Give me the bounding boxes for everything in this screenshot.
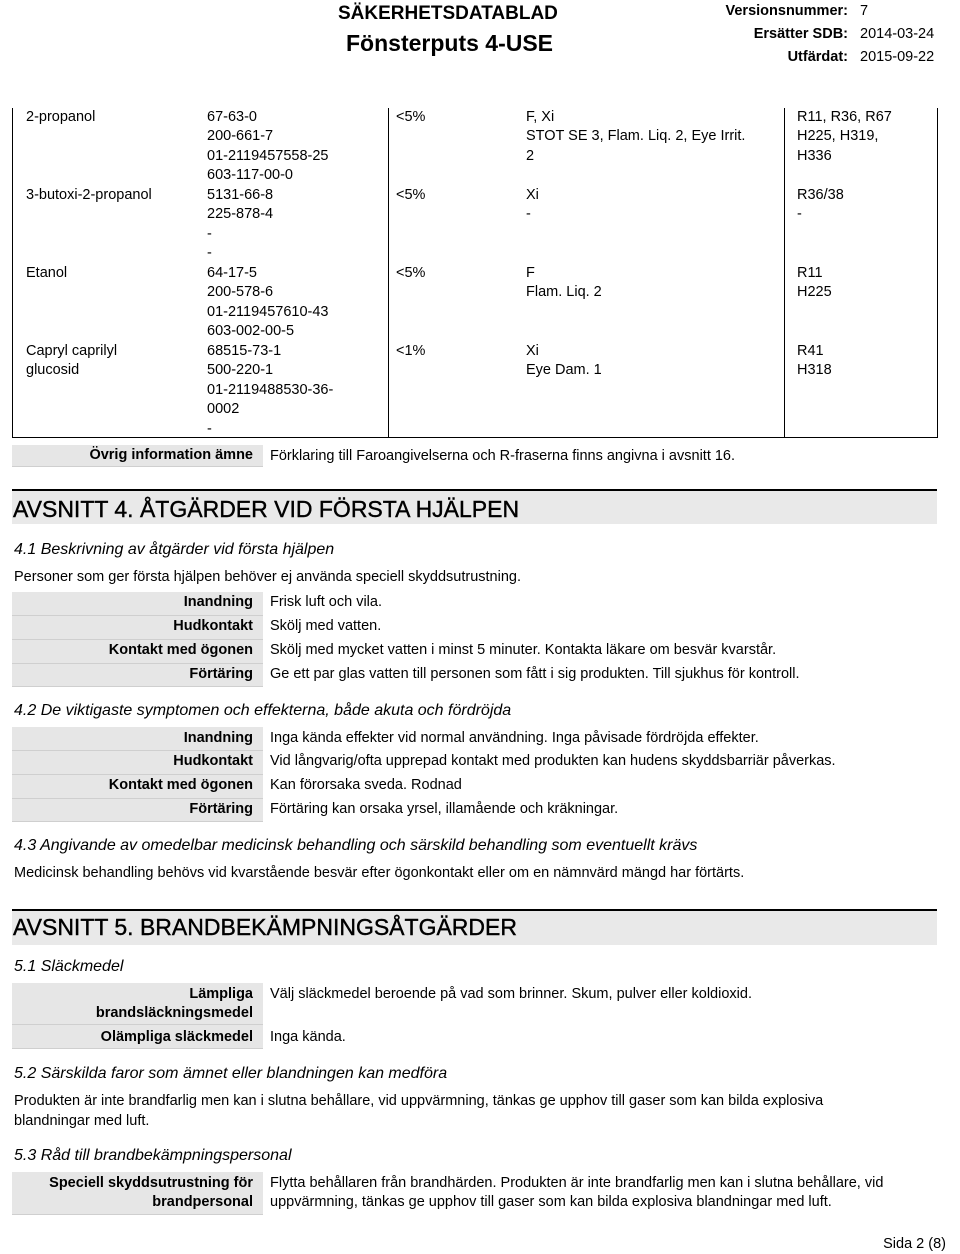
ingredient-phrases: R11 H225 (797, 265, 832, 301)
unsuitable-media-label: Olämpliga släckmedel (100, 1029, 253, 1045)
symptom-value: Förtäring kan orsaka yrsel, illamående och kräkningar. (270, 801, 619, 817)
ingredient-ids: 67-63-0 200-661-7 01-2119457558-25 603-117-00-0 (207, 109, 329, 184)
symptom-label: Hudkontakt (173, 753, 253, 769)
suitable-media-label: Lämpliga brandsläckningsmedel (95, 986, 253, 1022)
ingredient-classification: F, Xi STOT SE 3, Flam. Liq. 2, Eye Irrit. 2 (526, 109, 746, 164)
product-name: Fönsterputs 4-USE (346, 30, 554, 56)
issued-label: Utfärdat: (787, 49, 848, 65)
section-4-title: AVSNITT 4. ÅTGÄRDER VID FÖRSTA HJÄLPEN (13, 496, 520, 522)
subsection-5-2-text: Produkten är inte brandfarlig men kan i slutna behållare, vid uppvärmning, tänkas ge upphov till gaser som kan bilda explosiva blandningar med luft. (14, 1093, 824, 1129)
unsuitable-media-value: Inga kända. (270, 1029, 346, 1045)
page-number: Sida 2 (8) (883, 1236, 946, 1252)
section-rule (12, 489, 937, 491)
symptom-value: Kan förorsaka sveda. Rodnad (270, 777, 462, 793)
ingredient-name: Etanol (26, 265, 68, 281)
table-border-bottom (12, 437, 938, 438)
ingredient-ids: 5131-66-8 225-878-4 - - (207, 187, 274, 262)
section-5-title: AVSNITT 5. BRANDBEKÄMPNINGSÅTGÄRDER (13, 914, 517, 940)
ppe-value: Flytta behållaren från brandhärden. Produkten är inte brandfarlig men kan i slutna behållare, vid uppvärmning, tänkas ge upphov till gaser som kan bilda explosiva blandningar med luft. (270, 1175, 884, 1211)
other-info-value: Förklaring till Faroangivelserna och R-fraserna finns angivna i avsnitt 16. (270, 448, 736, 464)
suitable-media-value: Välj släckmedel beroende på vad som brinner. Skum, pulver eller koldioxid. (270, 986, 752, 1002)
issued-value: 2015-09-22 (860, 49, 935, 65)
first-aid-label: Förtäring (189, 666, 253, 682)
subsection-4-1-text: Personer som ger första hjälpen behöver ej använda speciell skyddsutrustning. (14, 569, 521, 585)
subsection-5-3-heading: 5.3 Råd till brandbekämpningspersonal (14, 1147, 292, 1164)
first-aid-value: Frisk luft och vila. (270, 594, 382, 610)
ingredient-concentration: <5% (396, 109, 426, 125)
document-title: SÄKERHETSDATABLAD (338, 3, 558, 24)
first-aid-value: Ge ett par glas vatten till personen som fått i sig produkten. Till sjukhus för kontroll. (270, 666, 800, 682)
ingredient-name: Capryl caprilyl glucosid (26, 343, 118, 379)
symptom-label: Inandning (183, 730, 253, 746)
ingredient-concentration: <5% (396, 187, 426, 203)
ingredient-phrases: R41 H318 (797, 343, 832, 379)
ingredient-classification: Xi - (526, 187, 539, 223)
first-aid-label: Hudkontakt (173, 618, 253, 634)
table-divider (388, 108, 389, 437)
first-aid-value: Skölj med mycket vatten i minst 5 minuter. Kontakta läkare om besvär kvarstår. (270, 642, 777, 658)
replaces-value: 2014-03-24 (860, 26, 935, 42)
other-info-label: Övrig information ämne (89, 447, 253, 463)
ingredient-ids: 68515-73-1 500-220-1 01-2119488530-36- 0002 - (207, 343, 334, 437)
symptom-label: Förtäring (189, 801, 253, 817)
ingredient-concentration: <1% (396, 343, 426, 359)
ingredient-phrases: R11, R36, R67 H225, H319, H336 (797, 109, 892, 164)
subsection-5-1-heading: 5.1 Släckmedel (14, 958, 124, 975)
table-border-left (12, 108, 13, 437)
ingredient-concentration: <5% (396, 265, 426, 281)
version-value: 7 (860, 3, 869, 19)
table-divider (784, 108, 785, 437)
symptom-value: Vid långvarig/ofta upprepad kontakt med produkten kan hudens skyddsbarriär påverkas. (270, 753, 836, 769)
subsection-4-2-heading: 4.2 De viktigaste symptomen och effekterna, både akuta och fördröjda (14, 702, 512, 719)
ingredient-classification: Xi Eye Dam. 1 (526, 343, 602, 379)
version-label: Versionsnummer: (725, 3, 848, 19)
table-border-right (937, 108, 938, 437)
subsection-5-2-heading: 5.2 Särskilda faror som ämnet eller blandningen kan medföra (14, 1065, 448, 1082)
replaces-label: Ersätter SDB: (753, 26, 848, 42)
ingredient-name: 3-butoxi-2-propanol (26, 187, 152, 203)
section-rule (12, 909, 937, 911)
subsection-4-3-heading: 4.3 Angivande av omedelbar medicinsk behandling och särskild behandling som eventuellt krävs (14, 837, 698, 854)
first-aid-label: Kontakt med ögonen (108, 642, 253, 658)
first-aid-value: Skölj med vatten. (270, 618, 382, 634)
symptom-value: Inga kända effekter vid normal användning. Inga påvisade fördröjda effekter. (270, 730, 759, 746)
subsection-4-3-text: Medicinsk behandling behövs vid kvarstående besvär efter ögonkontakt eller om en nämnvärd mängd har förtärts. (14, 865, 745, 881)
ingredient-ids: 64-17-5 200-578-6 01-2119457610-43 603-002-00-5 (207, 265, 329, 340)
ppe-label: Speciell skyddsutrustning för brandpersonal (49, 1175, 253, 1211)
ingredient-name: 2-propanol (26, 109, 96, 125)
symptom-label: Kontakt med ögonen (108, 777, 253, 793)
ingredient-classification: F Flam. Liq. 2 (526, 265, 602, 301)
ingredient-phrases: R36/38 - (797, 187, 844, 223)
subsection-4-1-heading: 4.1 Beskrivning av åtgärder vid första hjälpen (14, 541, 335, 558)
first-aid-label: Inandning (183, 594, 253, 610)
